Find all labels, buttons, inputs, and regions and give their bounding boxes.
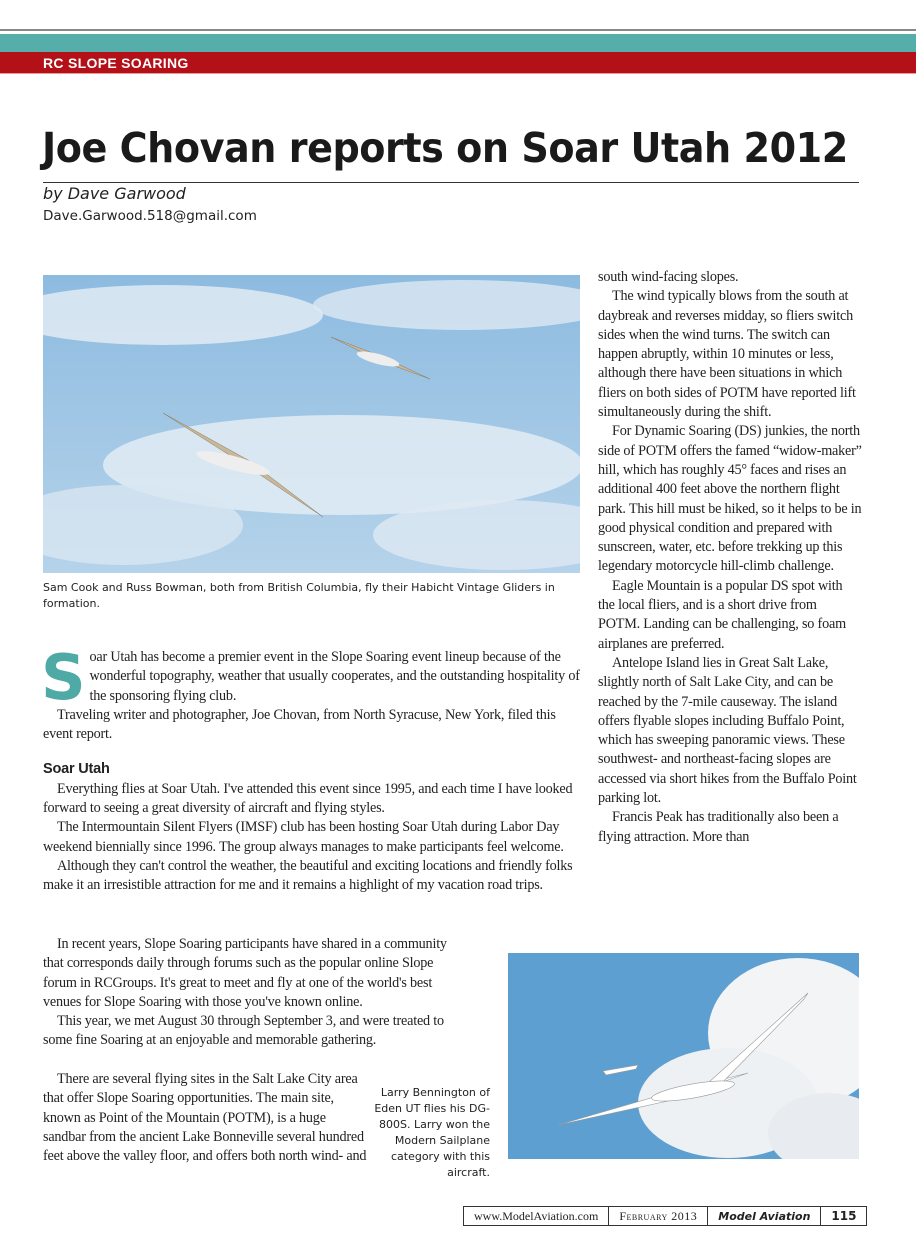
photo1-caption: Sam Cook and Russ Bowman, both from British Columbia, fly their Habicht Vintage Gliders in formation. <box>43 581 555 610</box>
paragraph: south wind-facing slopes. <box>598 269 739 285</box>
footer-website[interactable]: www.ModelAviation.com <box>464 1207 609 1225</box>
paragraph: Everything flies at Soar Utah. I've attended this event since 1995, and each time I have looked forward to seeing a great diversity of aircraft and flying styles. <box>43 780 573 817</box>
top-rule <box>0 29 916 31</box>
photo-dg800s <box>508 953 859 1159</box>
section-label: RC SLOPE SOARING <box>43 55 189 71</box>
paragraph: The wind typically blows from the south at daybreak and reverses midday, so fliers switch sides when the wind turns. The switch can happen abruptly, within 10 minutes or less, although there have been situations in which fliers on both sides of POTM have reported lift simultaneously during the shift. <box>598 288 856 421</box>
intro-paragraph: Soar Utah has become a premier event in the Slope Soaring event lineup because of the wonderful topography, weather that usually cooperates, and the outstanding hospitality of the sponsoring flying club. <box>41 641 580 714</box>
paragraph: Antelope Island lies in Great Salt Lake, slightly north of Salt Lake City, and can be reached by the 7-mile causeway. The island offers flyable slopes including Buffalo Point, which has sweeping panoramic views. These southwest- and northeast-facing slopes are accessed via short hikes from the Buffalo Point parking lot. <box>598 654 857 807</box>
byline: by Dave Garwood <box>43 184 186 203</box>
paragraph: Traveling writer and photographer, Joe Chovan, from North Syracuse, New York, filed this event report. <box>43 706 556 743</box>
photo-gliders-formation <box>43 275 580 573</box>
paragraph: Francis Peak has traditionally also been a flying attraction. More than <box>598 809 839 845</box>
drop-cap: S <box>41 641 86 714</box>
paragraph: Eagle Mountain is a popular DS spot with the local fliers, and is a short drive from POTM. Landing can be challenging, so foam airplanes are preferred. <box>598 577 846 652</box>
footer-issue: February 2013 <box>609 1207 708 1225</box>
body-column-left-bottom <box>43 1070 368 1166</box>
paragraph: Although they can't control the weather, the beautiful and exciting locations and friendly folks make it an irresistible attraction for me and it remains a highlight of my vacation road trips. <box>43 857 573 894</box>
paragraph: This year, we met August 30 through September 3, and were treated to some fine Soaring at an enjoyable and memorable gathering. <box>43 1013 444 1049</box>
footer-magazine: Model Aviation <box>708 1207 821 1225</box>
title-rule <box>43 182 859 183</box>
body-column-left-top <box>41 641 583 896</box>
footer-page-number: 115 <box>831 1209 857 1223</box>
photo2-caption: Larry Bennington of Eden UT flies his DG-800S. Larry won the Modern Sailplane category with this aircraft. <box>374 1086 490 1179</box>
paragraph: For Dynamic Soaring (DS) junkies, the north side of POTM offers the famed “widow-maker” hill, which has roughly 45° faces and rises an additional 400 feet above the northern flight park. This hill must be hiked, so it helps to be in good physical condition and prepared with sunscreen, water, etc. before trekking up this legendary motorcycle hill-climb challenge. <box>598 423 862 575</box>
paragraph: There are several flying sites in the Salt Lake City area that offer Slope Soaring opportunities. The main site, known as Point of the Mountain (POTM), is a huge sandbar from the ancient Lake Bonneville several hundred feet above the valley floor, and offers both north wind- and <box>43 1071 367 1165</box>
author-email: Dave.Garwood.518@gmail.com <box>43 208 257 224</box>
body-column-left-mid <box>43 935 468 1051</box>
article-title: Joe Chovan reports on Soar Utah 2012 <box>42 124 848 172</box>
paragraph: The Intermountain Silent Flyers (IMSF) club has been hosting Soar Utah during Labor Day weekend biennially since 1996. The group always manages to make participants feel welcome. <box>43 819 564 855</box>
header-teal-band <box>0 34 916 52</box>
body-column-right <box>598 268 862 847</box>
page-footer <box>463 1206 867 1226</box>
paragraph: In recent years, Slope Soaring participants have shared in a community that corresponds daily through forums such as the popular online Slope forum in RCGroups. It's great to meet and fly at one of the world's best venues for Slope Soaring with those you've known online. <box>43 936 447 1010</box>
subhead: Soar Utah <box>43 761 110 778</box>
